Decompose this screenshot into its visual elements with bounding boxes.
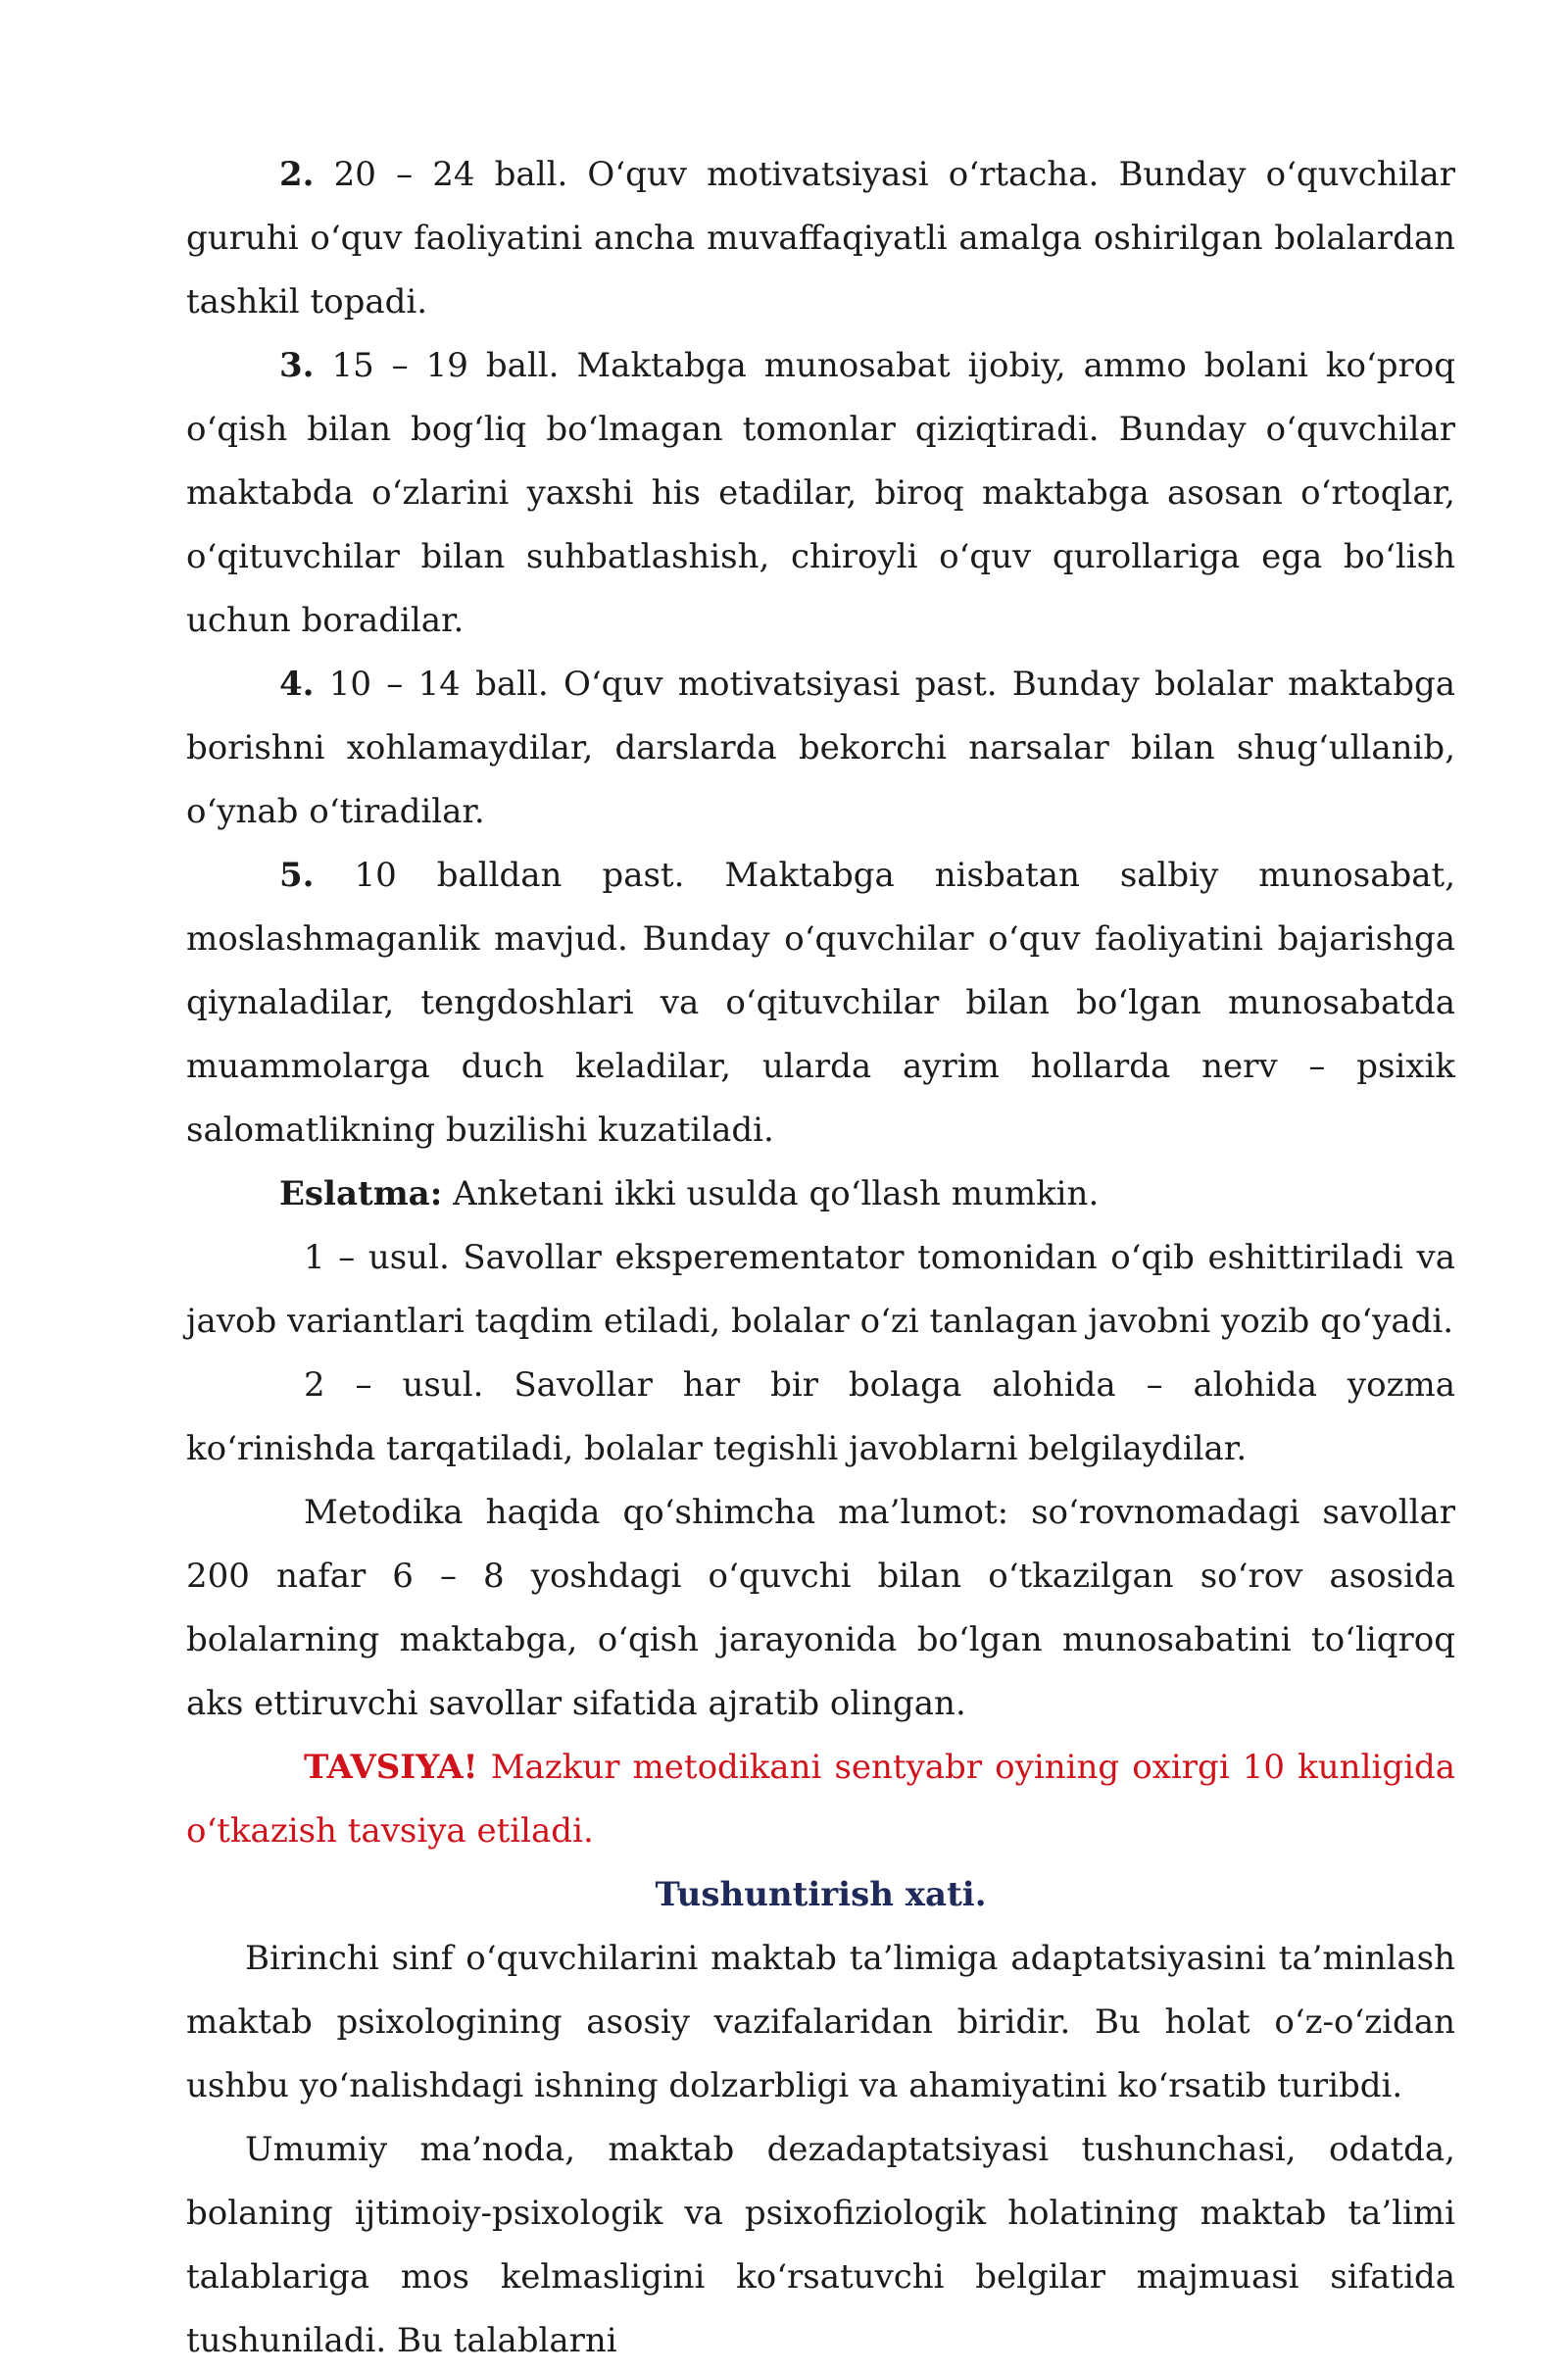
note-paragraph xyxy=(186,1162,1455,1226)
method-one-paragraph: 1 – usul. Savollar eksperementator tomonidan o‘qib eshittiriladi va javob variantlari taqdim etiladi, bolalar o‘zi tanlagan javobni yozib qo‘yadi. xyxy=(186,1238,1455,1341)
note-text: Anketani ikki usulda qo‘llash mumkin. xyxy=(442,1174,1100,1213)
recommendation-label: TAVSIYA! xyxy=(304,1748,478,1787)
paragraph-text: 10 balldan past. Maktabga nisbatan salbiy munosabat, moslashmaganlik mavjud. Bunday o‘quvchilar o‘quv faoliyatini bajarishga qiynaladilar, tengdoshlari va o‘qituvchilar bilan bo‘lgan munosabatda muammolarga duch keladilar, ularda ayrim hollarda nerv – psixik salomatlikning buzilishi kuzatiladi. xyxy=(186,856,1455,1150)
recommendation-paragraph xyxy=(186,1736,1455,1863)
method-two-paragraph: 2 – usul. Savollar har bir bolaga alohida – alohida yozma ko‘rinishda tarqatiladi, bolalar tegishli javoblarni belgilaydilar. xyxy=(186,1365,1455,1468)
paragraph-score-15-19 xyxy=(186,334,1455,653)
paragraph-score-10-14 xyxy=(186,653,1455,844)
methodology-info-paragraph: Metodika haqida qo‘shimcha ma’lumot: so‘rovnomadagi savollar 200 nafar 6 – 8 yoshdagi o‘quvchi bilan o‘tkazilgan so‘rov asosida bolalarning maktabga, o‘qish jarayonida bo‘lgan munosabatini to‘liqroq aks ettiruvchi savollar sifatida ajratib olingan. xyxy=(186,1493,1455,1723)
paragraph-text: 15 – 19 ball. Maktabga munosabat ijobiy, ammo bolani ko‘proq o‘qish bilan bog‘liq bo‘lmagan tomonlar qiziqtiradi. Bunday o‘quvchilar maktabda o‘zlarini yaxshi his etadilar, biroq maktabga asosan o‘rtoqlar, o‘qituvchilar bilan suhbatlashish, chiroyli o‘quv qurollariga ega bo‘lish uchun boradilar. xyxy=(186,346,1455,640)
paragraph-text: 10 – 14 ball. O‘quv motivatsiyasi past. Bunday bolalar maktabga borishni xohlamaydilar, darslarda bekorchi narsalar bilan shug‘ullanib, o‘ynab o‘tiradilar. xyxy=(186,665,1455,831)
note-label: Eslatma: xyxy=(279,1174,443,1213)
item-number: 2. xyxy=(279,155,315,194)
body-paragraph-2: Umumiy ma’noda, maktab dezadaptatsiyasi tushunchasi, odatda, bolaning ijtimoiy-psixologik va psixofiziologik holatining maktab ta’limi talablariga mos kelmasligini ko‘rsatuvchi belgilar majmuasi sifatida tushuniladi. Bu talablarni xyxy=(186,2130,1455,2360)
paragraph-text: 20 – 24 ball. O‘quv motivatsiyasi o‘rtacha. Bunday o‘quvchilar guruhi o‘quv faoliyatini ancha muvaffaqiyatli amalga oshirilgan bolalardan tashkil topadi. xyxy=(186,155,1455,321)
item-number: 5. xyxy=(279,856,315,895)
recommendation-text: Mazkur metodikani sentyabr oyining oxirgi 10 kunligida o‘tkazish tavsiya etiladi. xyxy=(186,1748,1455,1851)
paragraph-score-below-10 xyxy=(186,844,1455,1162)
section-heading: Tushuntirish xati. xyxy=(655,1875,987,1914)
item-number: 3. xyxy=(279,346,315,385)
document-page xyxy=(186,143,1455,2373)
body-paragraph-1: Birinchi sinf o‘quvchilarini maktab ta’limiga adaptatsiyasini ta’minlash maktab psixologining asosiy vazifalaridan biridir. Bu holat o‘z-o‘zidan ushbu yo‘nalishdagi ishning dolzarbligi va ahamiyatini ko‘rsatib turibdi. xyxy=(186,1939,1455,2105)
item-number: 4. xyxy=(279,665,315,704)
paragraph-score-20-24 xyxy=(186,143,1455,334)
